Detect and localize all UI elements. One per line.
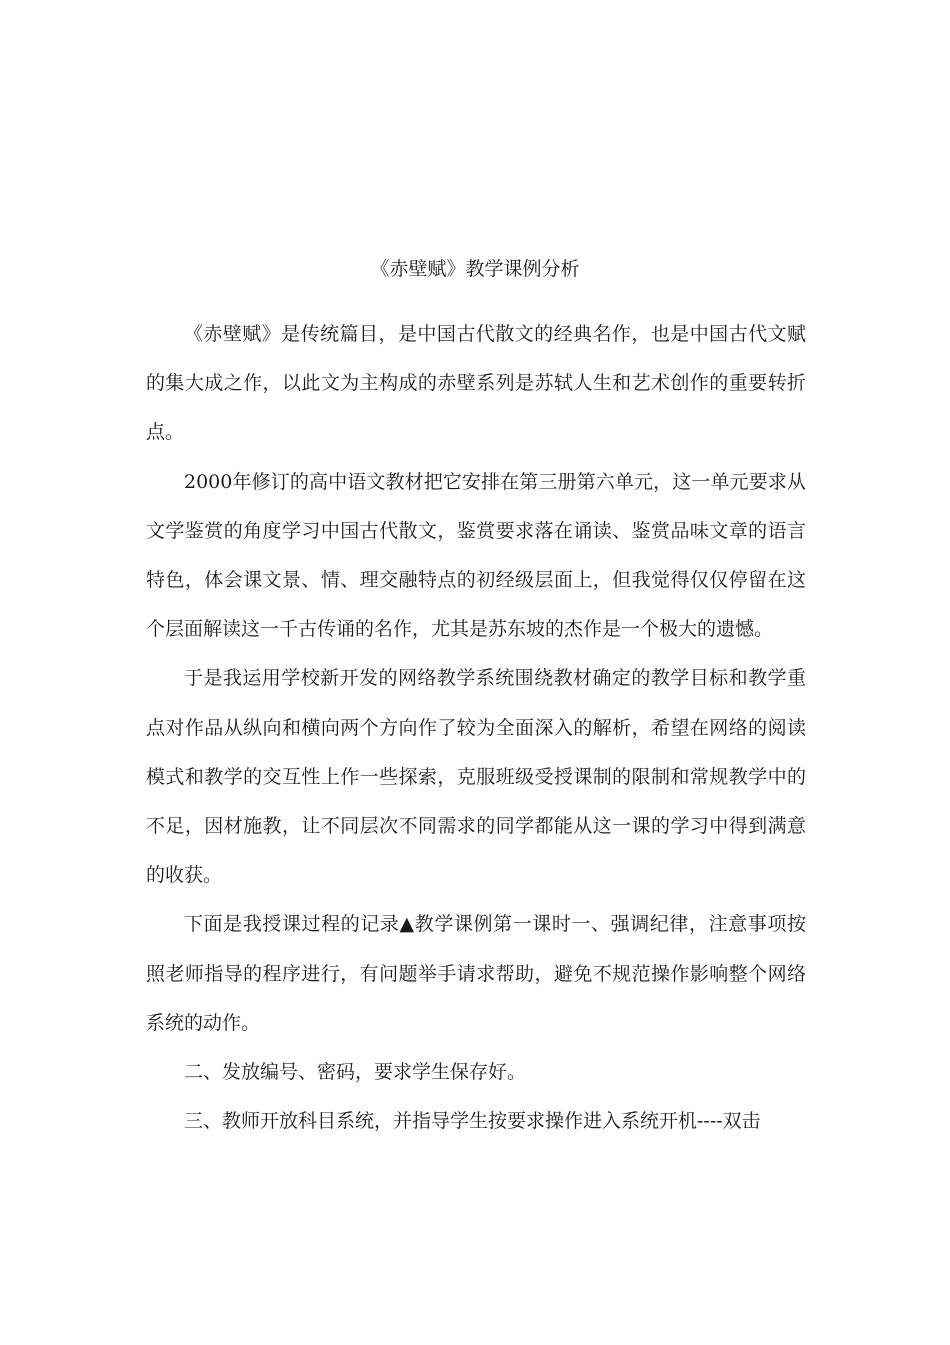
paragraph-6: 三、教师开放科目系统，并指导学生按要求操作进入系统开机----双击 [184, 1110, 761, 1133]
paragraph-4: 下面是我授课过程的记录▲教学课例第一课时一、强调纪律，注意事项按照老师指导的程序进行，有问题举手请求帮助，避免不规范操作影响整个网络系统的动作。 [146, 913, 806, 1034]
paragraph-5: 二、发放编号、密码，要求学生保存好。 [184, 1061, 527, 1084]
document-title: 《赤壁赋》教学课例分析 [370, 258, 580, 280]
paragraph-2: 2000年修订的高中语文教材把它安排在第三册第六单元，这一单元要求从文学鉴赏的角度学习中国古代散文，鉴赏要求落在诵读、鉴赏品味文章的语言特色，体会课文景、情、理交融特点的初经级层面上，但我觉得仅仅停留在这个层面解读这一千古传诵的名作，尤其是苏东坡的杰作是一个极大的遗憾。 [146, 470, 806, 641]
paragraph-3: 于是我运用学校新开发的网络教学系统围绕教材确定的教学目标和教学重点对作品从纵向和横向两个方向作了较为全面深入的解析，希望在网络的阅读模式和教学的交互性上作一些探索，克服班级受授课制的限制和常规教学中的不足，因材施教，让不同层次不同需求的同学都能从这一课的学习中得到满意的收获。 [146, 667, 806, 887]
document-body [146, 310, 806, 1146]
paragraph-1: 《赤壁赋》是传统篇目，是中国古代散文的经典名作，也是中国古代文赋的集大成之作，以此文为主构成的赤壁系列是苏轼人生和艺术创作的重要转折点。 [146, 323, 806, 444]
